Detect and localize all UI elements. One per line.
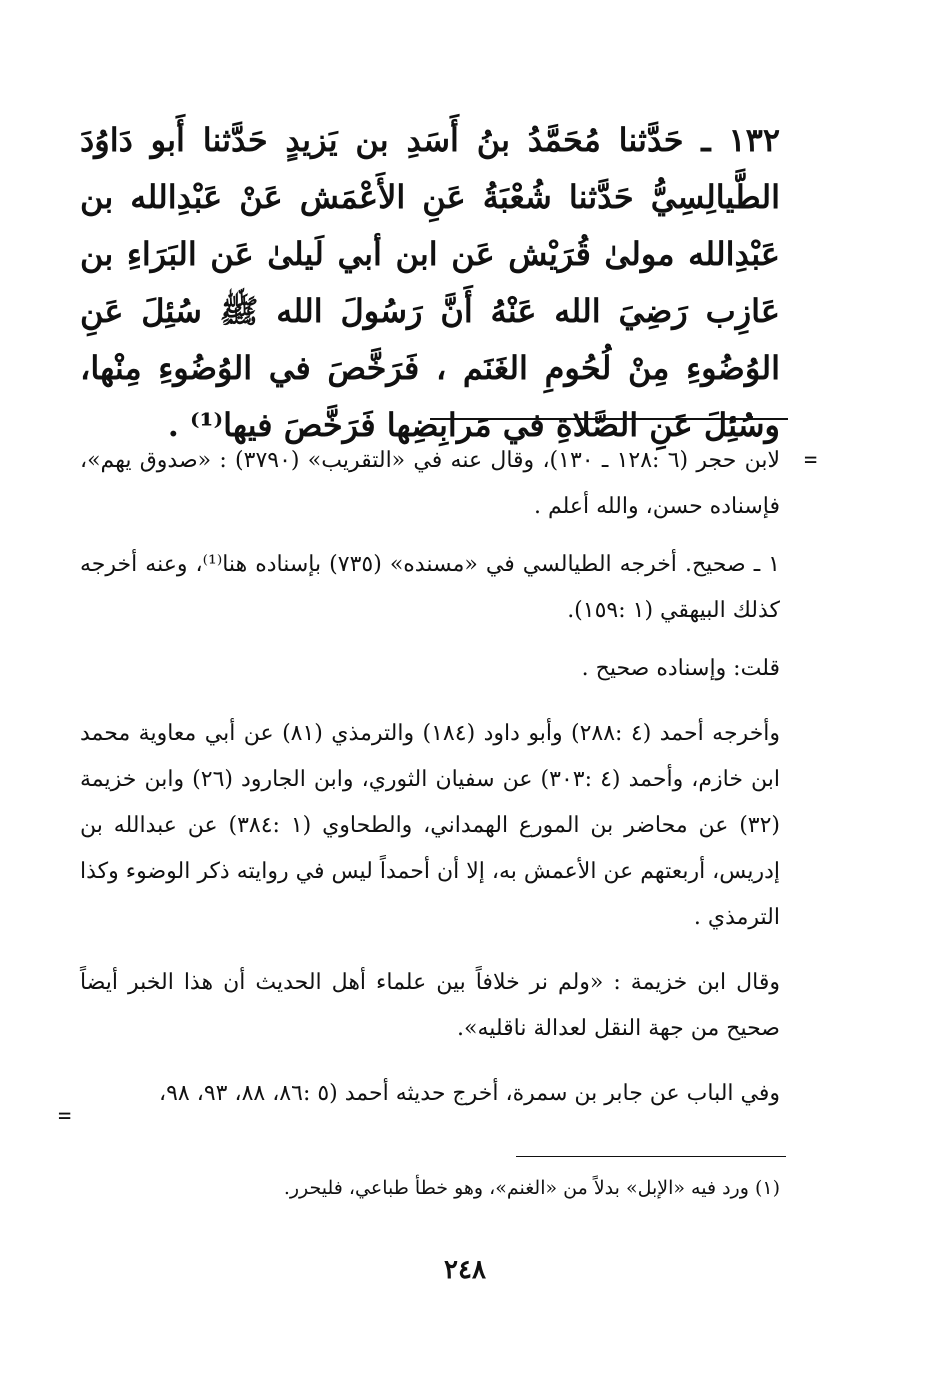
continuation-marker: = — [804, 448, 818, 473]
author-opinion: قلت: وإسناده صحيح . — [581, 656, 780, 681]
commentary — [80, 438, 780, 1136]
ibn-khuzaima-quote: وقال ابن خزيمة : «ولم نر خلافاً بين علماء أهل الحديث أن هذا الخبر أيضاً صحيح من جهة النقل لعدالة ناقليه». — [80, 970, 780, 1041]
grading-paragraph: ١ ـ صحيح. أخرجه الطيالسي في «مسنده» (٧٣٥) بإسناده هنا⁽¹⁾، وعنه أخرجه كذلك البيهقي (١ :١٥٩). — [80, 552, 780, 623]
footnote-rule — [516, 1156, 786, 1157]
bab-paragraph: وفي الباب عن جابر بن سمرة، أخرج حديثه أحمد (٥ :٨٦، ٨٨، ٩٣، ٩٨، — [158, 1081, 780, 1106]
continued-note: لابن حجر (٦ :١٢٨ ـ ١٣٠)، وقال عنه في «التقريب» (٣٧٩٠) : «صدوق يهم»، فإسناده حسن، والله أعلم . — [80, 448, 781, 519]
footnote: (١) ورد فيه «الإبل» بدلاً من «الغنم»، وهو خطأ طباعي، فليحرر. — [283, 1177, 780, 1199]
page-number: ٢٤٨ — [444, 1255, 486, 1285]
continuation-marker-bottom: = — [58, 1104, 72, 1129]
separator-rule — [430, 418, 788, 420]
hadith-text: ١٣٢ ـ حَدَّثنا مُحَمَّدُ بنُ أَسَدِ بن يَزيدٍ حَدَّثنا أَبو دَاوُدَ الطَّيالِسِيُّ حَدَّثنا شُعْبَةُ عَنِ الأَعْمَش عَنْ عَبْدِالله بن عَبْدِالله مولىٰ قُرَيْش عَن ابن أبي لَيلىٰ عَن البَرَاءِ بن عَازِب رَضِيَ الله عَنْهُ أَنَّ رَسُولَ الله ﷺ سُئِلَ عَنِ الوُضُوءِ مِنْ لُحُومِ الغَنَم ، فَرَخَّصَ في الوُضُوءِ مِنْها، وسُئِلَ عَنِ الصَّلاةِ في مَرابِضِها فَرَخَّصَ فيها⁽¹⁾ . — [80, 121, 781, 444]
takhrij-paragraph: وأخرجه أحمد (٤ :٢٨٨) وأبو داود (١٨٤) والترمذي (٨١) عن أبي معاوية محمد ابن خازم، وأحمد (٤ :٣٠٣) عن سفيان الثوري، وابن الجارود (٢٦) وابن خزيمة (٣٢) عن محاضر بن المورع الهمداني، والطحاوي (١ :٣٨٤) عن عبدالله بن إدريس، أربعتهم عن الأعمش به، إلا أن أحمداً ليس في روايته ذكر الوضوء وكذا الترمذي . — [80, 721, 781, 930]
